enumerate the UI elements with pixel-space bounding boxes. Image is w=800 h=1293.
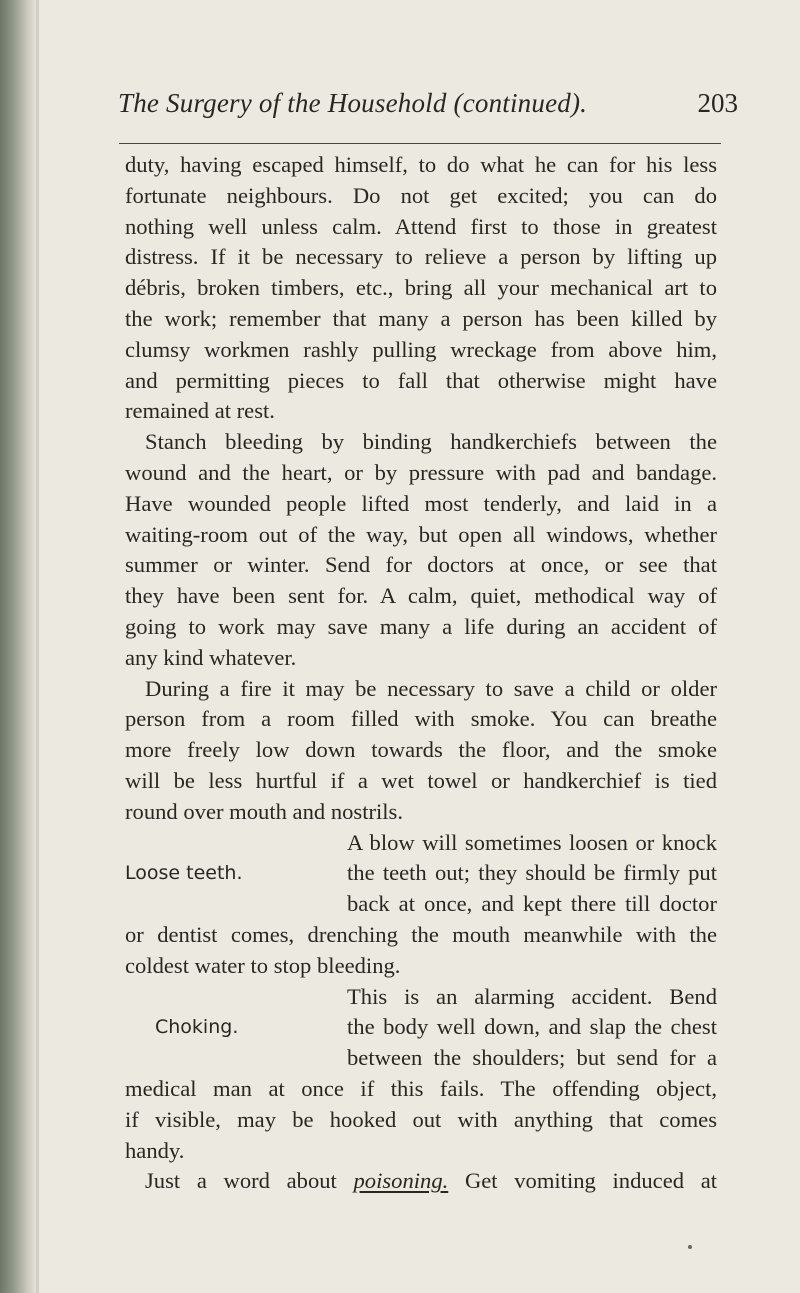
text-line: back at once, and kept there till doctor xyxy=(347,891,717,917)
text-line: Stanch bleeding by binding handkerchiefs between the xyxy=(145,429,717,455)
ink-speck xyxy=(688,1245,692,1249)
text-line: the work; remember that many a person has been killed by xyxy=(125,305,717,331)
text-line: will be less hurtful if a wet towel or handkerchief is tied xyxy=(125,767,717,793)
page-header xyxy=(118,88,738,134)
text-line: any kind whatever. xyxy=(125,644,297,670)
binding-gutter-edge xyxy=(36,0,39,1293)
text-line-last xyxy=(125,1166,717,1197)
text-line: distress. If it be necessary to relieve a person by lifting up xyxy=(125,244,717,270)
text-line: the body well down, and slap the chest xyxy=(347,1014,717,1040)
body-text xyxy=(125,150,717,1197)
text-line: they have been sent for. A calm, quiet, methodical way of xyxy=(125,583,717,609)
running-head: The Surgery of the Household (continued). xyxy=(118,88,588,118)
text-line: if visible, may be hooked out with anything that comes xyxy=(125,1106,717,1132)
text-line: between the shoulders; but send for a xyxy=(347,1045,717,1071)
sidenote-block-loose-teeth xyxy=(125,858,717,889)
page-number: 203 xyxy=(697,88,738,118)
text-line: A blow will sometimes loosen or knock xyxy=(347,829,717,855)
binding-gutter xyxy=(0,0,36,1293)
text-line: remained at rest. xyxy=(125,398,275,424)
text-line: or dentist comes, drenching the mouth meanwhile with the xyxy=(125,921,717,947)
text-line: waiting-room out of the way, but open all windows, whether xyxy=(125,521,717,547)
sidenote-loose-teeth: Loose teeth. xyxy=(125,862,243,885)
text-line: medical man at once if this fails. The offending object, xyxy=(125,1075,717,1101)
text-line: more freely low down towards the floor, and the smoke xyxy=(125,737,717,763)
text-line: This is an alarming accident. Bend xyxy=(347,983,717,1009)
text-line: going to work may save many a life during an accident of xyxy=(125,613,717,639)
text-line: and permitting pieces to fall that otherwise might have xyxy=(125,367,717,393)
text-fragment: Just a word about xyxy=(145,1168,354,1194)
text-line: summer or winter. Send for doctors at once, or see that xyxy=(125,552,717,578)
text-line: wound and the heart, or by pressure with pad and bandage. xyxy=(125,459,717,485)
text-fragment: Get vomiting induced at xyxy=(448,1168,717,1194)
text-line: débris, broken timbers, etc., bring all your mechanical art to xyxy=(125,275,717,301)
text-line: nothing well unless calm. Attend first to those in greatest xyxy=(125,213,717,239)
text-line: clumsy workmen rashly pulling wreckage from above him, xyxy=(125,336,717,362)
text-line: Have wounded people lifted most tenderly, and laid in a xyxy=(125,490,717,516)
text-line: the teeth out; they should be firmly put xyxy=(347,860,717,886)
text-line: duty, having escaped himself, to do what he can for his less xyxy=(125,152,717,177)
text-line: During a fire it may be necessary to save a child or older xyxy=(145,675,717,701)
sidenote-choking: Choking. xyxy=(155,1016,239,1039)
text-line: fortunate neighbours. Do not get excited; you can do xyxy=(125,182,717,208)
text-line: coldest water to stop bleeding. xyxy=(125,952,401,978)
text-line: handy. xyxy=(125,1137,185,1163)
italic-word-poisoning: poisoning. xyxy=(353,1168,449,1194)
sidenote-block-choking xyxy=(125,1012,717,1043)
text-line: round over mouth and nostrils. xyxy=(125,798,403,824)
header-rule xyxy=(119,143,721,144)
text-line: person from a room filled with smoke. You can breathe xyxy=(125,706,717,732)
